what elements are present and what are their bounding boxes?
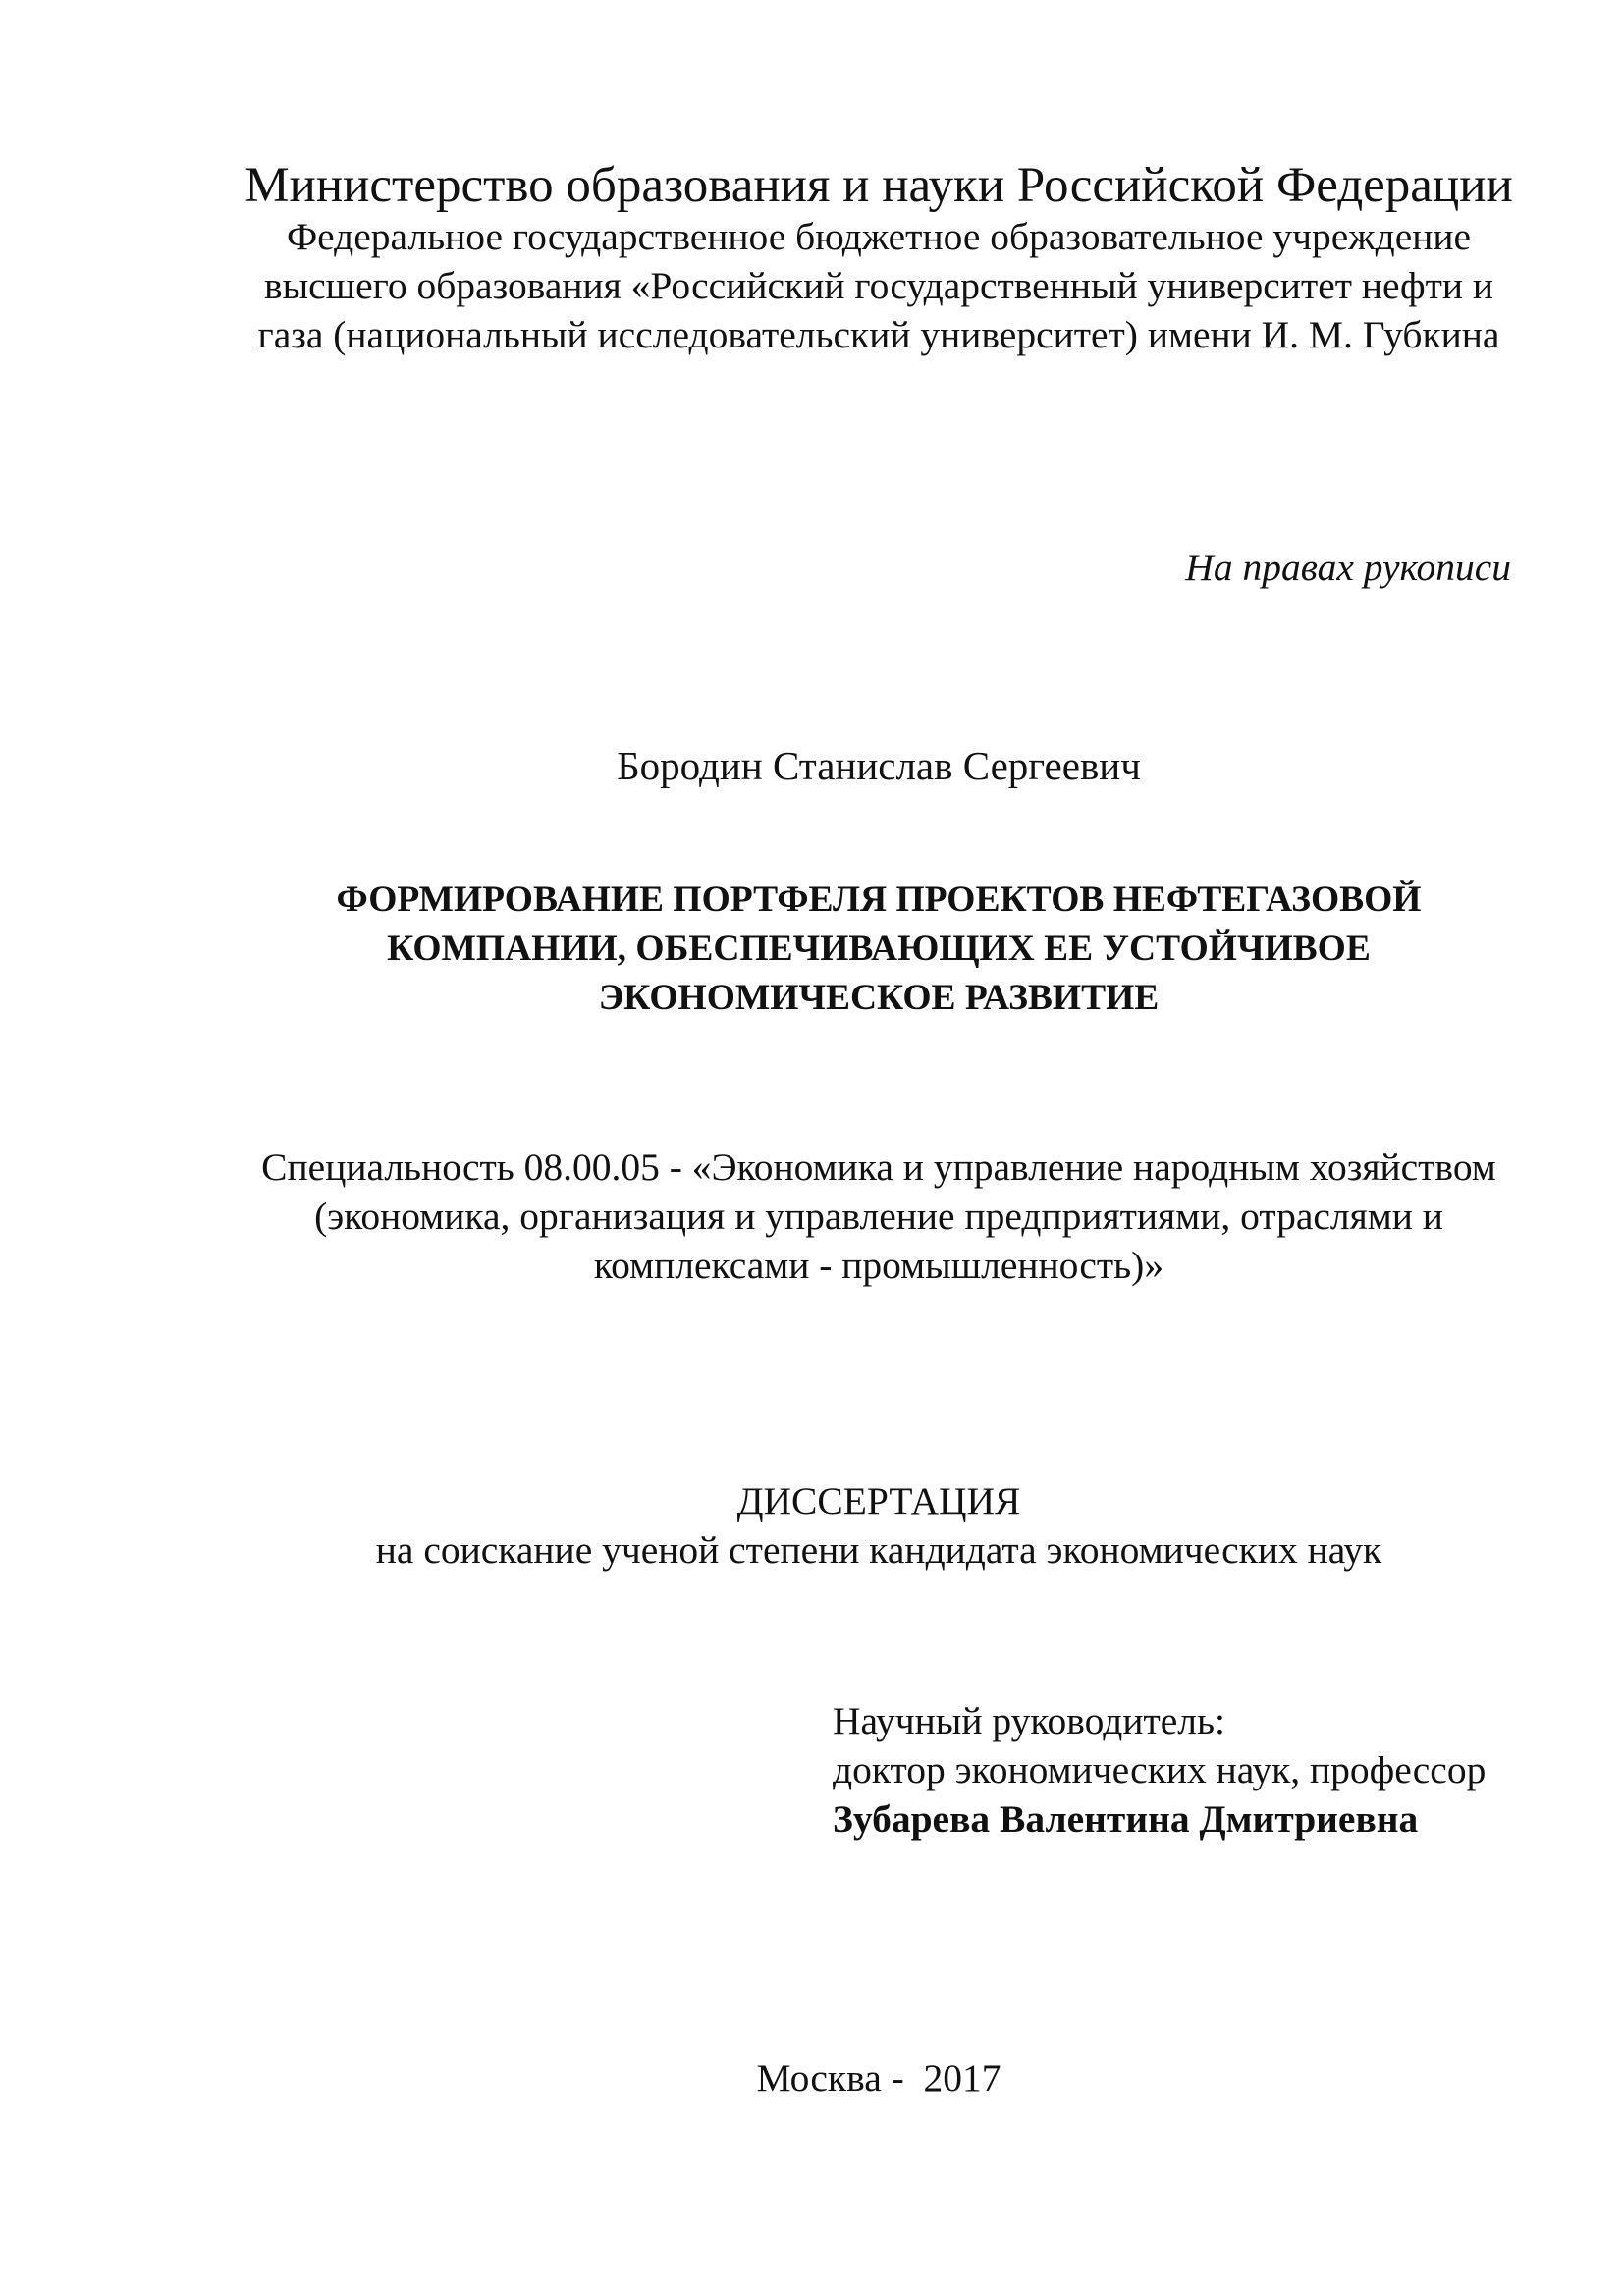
dissertation-title: [147, 876, 1610, 1023]
dissertation-type: [147, 1476, 1610, 1575]
supervisor-block: [833, 1696, 1486, 1843]
supervisor-label: Научный руководитель:: [833, 1699, 1225, 1742]
specialty-line-2: (экономика, организация и управление предприятиями, отраслями и: [314, 1195, 1443, 1238]
ministry-line: Министерство образования и науки Российской Федерации: [244, 158, 1513, 213]
title-line-2: КОМПАНИИ, ОБЕСПЕЧИВАЮЩИХ ЕЕ УСТОЙЧИВОЕ: [387, 929, 1371, 969]
rights-note: На правах рукописи: [1185, 546, 1511, 589]
dissertation-heading: ДИССЕРТАЦИЯ: [736, 1479, 1021, 1522]
specialty: [147, 1143, 1610, 1290]
dissertation-subheading: на соискание ученой степени кандидата экономических наук: [375, 1528, 1382, 1572]
supervisor-degree: доктор экономических наук, профессор: [833, 1748, 1487, 1791]
footer-city-year: [147, 2054, 1610, 2103]
city-year: Москва - 2017: [756, 2056, 1001, 2100]
institution-name: [147, 212, 1610, 359]
ministry-heading: [147, 155, 1610, 216]
specialty-line-3: комплексами - промышленность)»: [593, 1244, 1164, 1287]
supervisor-name: Зубарева Валентина Дмитриевна: [833, 1797, 1419, 1841]
specialty-line-1: Специальность 08.00.05 - «Экономика и управление народным хозяйством: [261, 1146, 1496, 1189]
title-line-1: ФОРМИРОВАНИЕ ПОРТФЕЛЯ ПРОЕКТОВ НЕФТЕГАЗОВОЙ: [336, 880, 1422, 920]
author-line: Бородин Станислав Сергеевич: [617, 743, 1141, 788]
institution-line-3: газа (национальный исследовательский университет) имени И. М. Губкина: [257, 313, 1500, 356]
title-line-3: ЭКОНОМИЧЕСКОЕ РАЗВИТИЕ: [598, 978, 1160, 1018]
institution-line-1: Федеральное государственное бюджетное образовательное учреждение: [286, 215, 1472, 258]
institution-line-2: высшего образования «Российский государственный университет нефти и: [263, 264, 1494, 307]
author-name: [147, 740, 1610, 791]
